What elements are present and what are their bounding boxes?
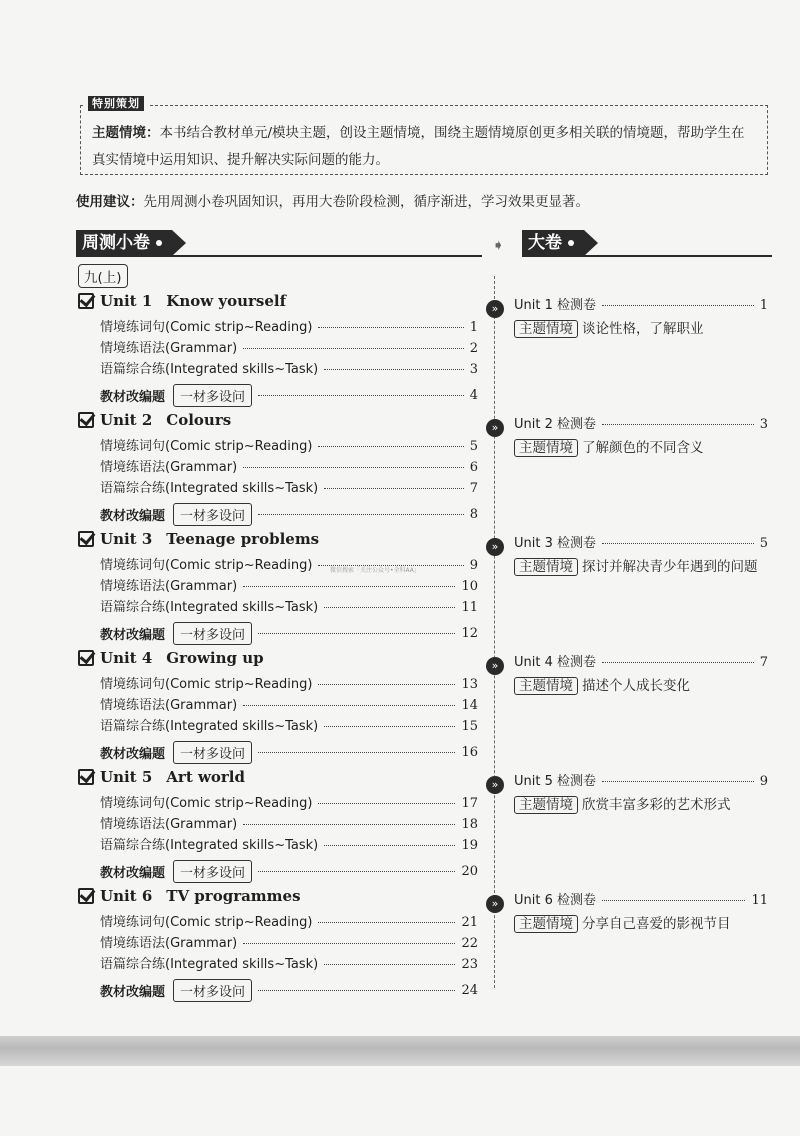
- arrow-right-icon: ➧: [492, 236, 505, 254]
- toc-row[interactable]: [100, 554, 478, 573]
- unit-heading[interactable]: [78, 768, 245, 786]
- test-paper-row[interactable]: [486, 770, 768, 791]
- revision-box: 一材多设问: [173, 860, 252, 883]
- test-paper-title: Unit 6 检测卷: [514, 893, 596, 908]
- toc-row[interactable]: [100, 316, 478, 335]
- dot-leader: [324, 726, 455, 727]
- dot-leader: [318, 327, 463, 328]
- unit-heading[interactable]: [78, 411, 231, 429]
- special-plan-tag: [84, 95, 148, 111]
- dot-leader: [318, 446, 463, 447]
- toc-row-page: 7: [469, 481, 478, 496]
- toc-row[interactable]: [100, 932, 478, 951]
- toc-row-page: 5: [469, 439, 478, 454]
- dot-leader: [243, 586, 455, 587]
- dot-leader: [602, 424, 754, 425]
- dot-leader: [318, 803, 455, 804]
- toc-row[interactable]: [100, 673, 478, 692]
- dot-leader: [602, 781, 754, 782]
- toc-row-label: 情境练词句(Comic strip~Reading): [100, 439, 313, 454]
- revision-box: 一材多设问: [173, 384, 252, 407]
- test-paper-row[interactable]: [486, 413, 768, 434]
- toc-row-label: 情境练语法(Grammar): [100, 460, 238, 475]
- checkbox-icon: [78, 412, 94, 428]
- toc-row-label: 语篇综合练(Integrated skills~Task): [100, 957, 319, 972]
- theme-description: 描述个人成长变化: [582, 678, 690, 694]
- theme-text: 本书结合教材单元/模块主题，创设主题情境，围绕主题情境原创更多相关联的情境题，帮助学生在真实情境中运用知识、提升解决实际问题的能力。: [92, 125, 745, 168]
- revision-box: 一材多设问: [173, 503, 252, 526]
- dot-leader: [258, 633, 455, 634]
- revision-page: 12: [461, 626, 478, 641]
- dot-leader: [602, 662, 754, 663]
- unit-number: Unit 1: [100, 292, 153, 310]
- toc-row[interactable]: [100, 911, 478, 930]
- toc-row-label: 情境练词句(Comic strip~Reading): [100, 796, 313, 811]
- toc-row-label: 情境练词句(Comic strip~Reading): [100, 558, 313, 573]
- dot-leader: [243, 467, 464, 468]
- toc-row[interactable]: [100, 435, 478, 454]
- revision-page: 20: [461, 864, 478, 879]
- scan-edge-band: [0, 1036, 800, 1066]
- toc-row-label: 语篇综合练(Integrated skills~Task): [100, 481, 319, 496]
- toc-row-page: 3: [469, 362, 478, 377]
- unit-number: Unit 5: [100, 768, 153, 786]
- revision-box: 一材多设问: [173, 979, 252, 1002]
- unit-heading[interactable]: [78, 530, 319, 548]
- toc-row-page: 14: [461, 698, 478, 713]
- dot-leader: [258, 395, 464, 396]
- theme-description: 分享自己喜爱的影视节目: [582, 916, 731, 932]
- advice-label: 使用建议：: [76, 194, 144, 210]
- revision-row[interactable]: [100, 384, 478, 407]
- toc-row-page: 10: [461, 579, 478, 594]
- dot-leader: [243, 824, 455, 825]
- revision-page: 16: [461, 745, 478, 760]
- toc-row[interactable]: [100, 953, 478, 972]
- test-paper-page: 5: [759, 536, 768, 551]
- test-paper-page: 7: [759, 655, 768, 670]
- revision-row[interactable]: [100, 860, 478, 883]
- toc-row-page: 1: [469, 320, 478, 335]
- revision-label: 教材改编题: [100, 747, 166, 762]
- unit-heading[interactable]: [78, 887, 301, 905]
- toc-row-label: 情境练语法(Grammar): [100, 341, 238, 356]
- dot-leader: [243, 943, 455, 944]
- toc-row-page: 9: [469, 558, 478, 573]
- revision-row[interactable]: [100, 979, 478, 1002]
- toc-row-label: 语篇综合练(Integrated skills~Task): [100, 600, 319, 615]
- toc-row[interactable]: [100, 715, 478, 734]
- dot-leader: [243, 348, 464, 349]
- revision-row[interactable]: [100, 503, 478, 526]
- dot-leader: [318, 684, 455, 685]
- toc-row-label: 情境练语法(Grammar): [100, 817, 238, 832]
- dot-leader: [318, 922, 455, 923]
- toc-row-page: 21: [461, 915, 478, 930]
- theme-description: 探讨并解决青少年遇到的问题: [582, 559, 758, 575]
- toc-row-page: 17: [461, 796, 478, 811]
- special-plan-tag-text: 特别策划: [88, 96, 144, 111]
- toc-row-page: 22: [461, 936, 478, 951]
- test-paper-row[interactable]: [486, 889, 768, 910]
- test-paper-row[interactable]: [486, 651, 768, 672]
- watermark: 微信搜索「关注公众号•全科AA」: [330, 567, 420, 574]
- test-theme: [514, 318, 772, 340]
- theme-box: 主题情境: [514, 320, 578, 338]
- toc-row-label: 语篇综合练(Integrated skills~Task): [100, 362, 319, 377]
- revision-page: 8: [469, 507, 478, 522]
- dot-leader: [258, 752, 455, 753]
- theme-box: 主题情境: [514, 558, 578, 576]
- toc-row[interactable]: [100, 834, 478, 853]
- dot-leader: [324, 964, 455, 965]
- theme-description: 谈论性格，了解职业: [582, 321, 704, 337]
- revision-label: 教材改编题: [100, 866, 166, 881]
- toc-row[interactable]: [100, 575, 478, 594]
- toc-row-label: 情境练语法(Grammar): [100, 579, 238, 594]
- theme-box: 主题情境: [514, 796, 578, 814]
- test-paper-page: 1: [759, 298, 768, 313]
- dot-leader: [258, 514, 464, 515]
- test-paper-title: Unit 3 检测卷: [514, 536, 596, 551]
- revision-page: 4: [469, 388, 478, 403]
- test-paper-title: Unit 2 检测卷: [514, 417, 596, 432]
- revision-box: 一材多设问: [173, 622, 252, 645]
- toc-row-page: 18: [461, 817, 478, 832]
- column-divider: [494, 276, 495, 988]
- unit-heading[interactable]: [78, 649, 264, 667]
- toc-row[interactable]: [100, 358, 478, 377]
- toc-row-label: 情境练语法(Grammar): [100, 698, 238, 713]
- toc-row-page: 2: [469, 341, 478, 356]
- toc-row-page: 13: [461, 677, 478, 692]
- toc-row-page: 11: [461, 600, 478, 615]
- advice-text: 先用周测小卷巩固知识，再用大卷阶段检测，循序渐进，学习效果更显著。: [143, 194, 589, 210]
- revision-label: 教材改编题: [100, 509, 166, 524]
- dot-leader: [324, 488, 464, 489]
- weekly-divider: [76, 255, 482, 257]
- big-divider: [522, 255, 772, 257]
- toc-row-page: 19: [461, 838, 478, 853]
- revision-row[interactable]: [100, 622, 478, 645]
- dot-leader: [602, 305, 754, 306]
- toc-row-label: 情境练词句(Comic strip~Reading): [100, 320, 313, 335]
- unit-number: Unit 3: [100, 530, 153, 548]
- theme-label: 主题情境：: [92, 125, 160, 141]
- revision-row[interactable]: [100, 741, 478, 764]
- unit-number: Unit 4: [100, 649, 153, 667]
- toc-row[interactable]: [100, 456, 478, 475]
- toc-row-page: 6: [469, 460, 478, 475]
- checkbox-icon: [78, 888, 94, 904]
- revision-box: 一材多设问: [173, 741, 252, 764]
- revision-page: 24: [461, 983, 478, 998]
- double-chevron-icon: »: [486, 538, 504, 556]
- revision-label: 教材改编题: [100, 985, 166, 1000]
- unit-name: Teenage problems: [166, 530, 320, 548]
- unit-number: Unit 6: [100, 887, 153, 905]
- weekly-title: 周测小卷: [82, 233, 150, 253]
- unit-heading[interactable]: [78, 292, 286, 310]
- toc-row-label: 情境练语法(Grammar): [100, 936, 238, 951]
- unit-name: Art world: [166, 768, 245, 786]
- toc-row[interactable]: [100, 596, 478, 615]
- double-chevron-icon: »: [486, 776, 504, 794]
- revision-label: 教材改编题: [100, 628, 166, 643]
- toc-row[interactable]: [100, 337, 478, 356]
- big-section-header: [522, 230, 584, 256]
- unit-name: TV programmes: [166, 887, 301, 905]
- unit-number: Unit 2: [100, 411, 153, 429]
- toc-row-label: 语篇综合练(Integrated skills~Task): [100, 719, 319, 734]
- unit-name: Growing up: [166, 649, 264, 667]
- dot-leader: [324, 607, 455, 608]
- test-theme: [514, 913, 772, 935]
- toc-row-page: 15: [461, 719, 478, 734]
- theme-box: 主题情境: [514, 915, 578, 933]
- toc-row-label: 情境练词句(Comic strip~Reading): [100, 915, 313, 930]
- special-plan-text: [92, 120, 758, 174]
- dot-leader: [602, 543, 754, 544]
- dot-leader: [258, 871, 455, 872]
- big-title: 大卷: [528, 233, 562, 253]
- theme-description: 了解颜色的不同含义: [582, 440, 704, 456]
- unit-name: Colours: [166, 411, 232, 429]
- test-paper-title: Unit 4 检测卷: [514, 655, 596, 670]
- test-paper-page: 3: [759, 417, 768, 432]
- grade-label: 九(上): [78, 264, 128, 288]
- test-paper-title: Unit 1 检测卷: [514, 298, 596, 313]
- dot-leader: [602, 900, 745, 901]
- weekly-section-header: [76, 230, 172, 256]
- double-chevron-icon: »: [486, 657, 504, 675]
- test-theme: [514, 437, 772, 459]
- toc-row-page: 23: [461, 957, 478, 972]
- double-chevron-icon: »: [486, 300, 504, 318]
- dot-leader: [243, 705, 455, 706]
- dot-leader: [324, 369, 464, 370]
- test-theme: [514, 556, 772, 578]
- test-theme: [514, 675, 772, 697]
- test-paper-page: 11: [751, 893, 768, 908]
- checkbox-icon: [78, 650, 94, 666]
- test-paper-title: Unit 5 检测卷: [514, 774, 596, 789]
- theme-box: 主题情境: [514, 439, 578, 457]
- revision-label: 教材改编题: [100, 390, 166, 405]
- dot-leader: [318, 565, 463, 566]
- usage-advice: [76, 190, 589, 210]
- test-paper-row[interactable]: [486, 532, 768, 553]
- toc-row[interactable]: [100, 813, 478, 832]
- test-paper-row[interactable]: [486, 294, 768, 315]
- toc-row-label: 语篇综合练(Integrated skills~Task): [100, 838, 319, 853]
- dot-leader: [258, 990, 455, 991]
- unit-name: Know yourself: [166, 292, 287, 310]
- checkbox-icon: [78, 293, 94, 309]
- checkbox-icon: [78, 769, 94, 785]
- checkbox-icon: [78, 531, 94, 547]
- test-paper-page: 9: [759, 774, 768, 789]
- toc-row[interactable]: [100, 477, 478, 496]
- theme-description: 欣赏丰富多彩的艺术形式: [582, 797, 731, 813]
- dot-leader: [324, 845, 455, 846]
- double-chevron-icon: »: [486, 895, 504, 913]
- toc-row[interactable]: [100, 694, 478, 713]
- toc-row[interactable]: [100, 792, 478, 811]
- theme-box: 主题情境: [514, 677, 578, 695]
- double-chevron-icon: »: [486, 419, 504, 437]
- toc-row-label: 情境练词句(Comic strip~Reading): [100, 677, 313, 692]
- test-theme: [514, 794, 772, 816]
